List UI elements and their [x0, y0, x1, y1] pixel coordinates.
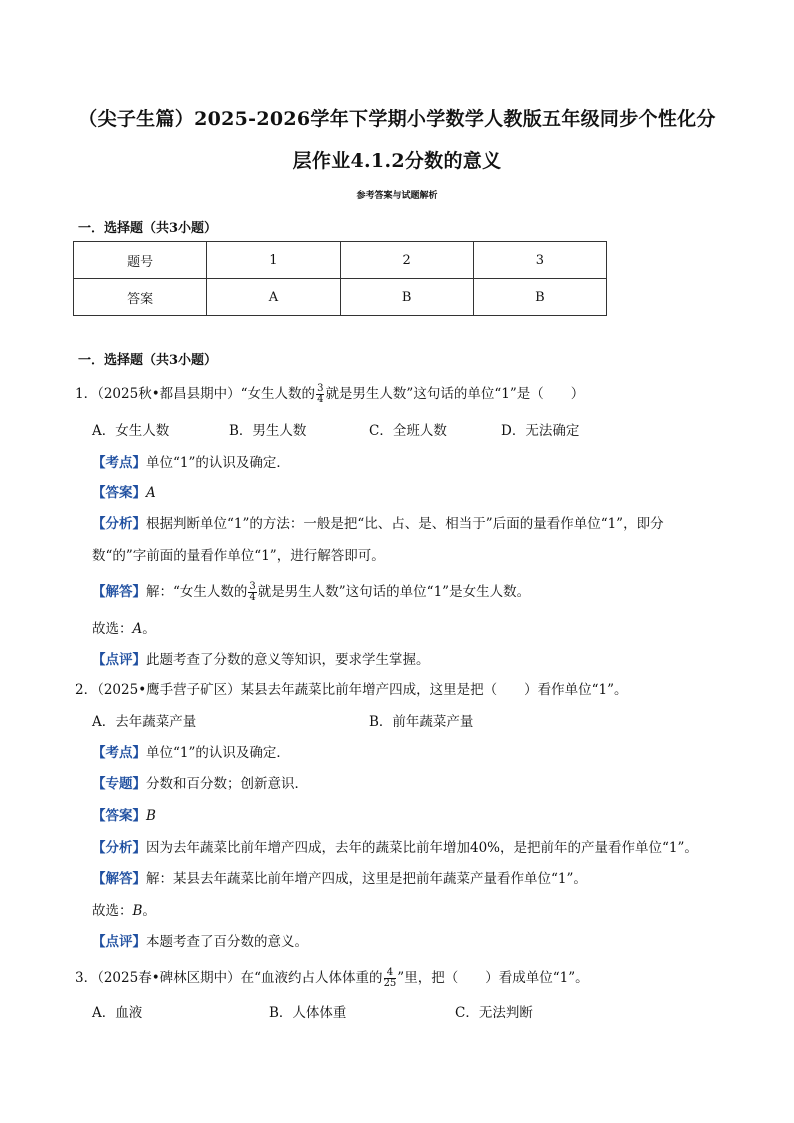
- zhuanti-tag: 【专题】: [92, 776, 146, 792]
- option-b: B．人体体重: [269, 1005, 347, 1021]
- document-title-line1: （尖子生篇）2025-2026学年下学期小学数学人教版五年级同步个性化分: [78, 108, 716, 130]
- kaodian-text: 单位“1”的认识及确定．: [146, 745, 290, 761]
- question-1-stem-a: 1．（2025秋•都昌县期中）“女生人数的: [75, 386, 316, 402]
- fraction: [248, 582, 256, 603]
- jieda-text-a: 解：“女生人数的: [146, 584, 248, 600]
- jieda-tag: 【解答】: [92, 584, 146, 600]
- table-row: [74, 279, 607, 316]
- table-cell: 3: [473, 242, 606, 279]
- table-cell: B: [473, 279, 606, 316]
- table-row: [74, 242, 607, 279]
- fenxi-text: 根据判断单位“1”的方法：一般是把“比、占、是、相当于”后面的量看作单位“1”，即分: [146, 516, 664, 532]
- fraction-denominator: 4: [249, 592, 256, 603]
- option-a: A．女生人数: [92, 423, 170, 439]
- jieda-text: 解：某县去年蔬菜比前年增产四成，这里是把前年蔬菜产量看作单位“1”。: [146, 871, 587, 887]
- answer-tag: 【答案】: [92, 485, 146, 501]
- guxuan-value: A: [132, 621, 143, 637]
- table-cell: A: [207, 279, 340, 316]
- kaodian-text: 单位“1”的认识及确定．: [146, 455, 290, 471]
- fenxi-text: 因为去年蔬菜比前年增产四成，去年的蔬菜比前年增加40%，是把前年的产量看作单位“1”。: [146, 840, 698, 856]
- table-cell: 1: [207, 242, 340, 279]
- table-cell: 2: [340, 242, 473, 279]
- option-a: A．血液: [92, 1005, 143, 1021]
- question-3-stem-b: ”里，把（ ）看成单位“1”。: [397, 970, 589, 986]
- fraction-numerator: 4: [384, 968, 397, 979]
- q1-fenxi: [92, 514, 664, 534]
- q1-jieda: [92, 582, 530, 603]
- guxuan-end: 。: [142, 903, 156, 919]
- q1-answer: [92, 483, 156, 503]
- zhuanti-text: 分数和百分数；创新意识．: [146, 776, 308, 792]
- option-a: A．去年蔬菜产量: [92, 714, 197, 730]
- document-subtitle: 参考答案与试题解析: [356, 191, 438, 201]
- fraction-denominator: 25: [383, 978, 397, 989]
- question-3-stem-a: 3．（2025春•碑林区期中）在“血液约占人体体重的: [75, 970, 383, 986]
- question-2-stem: 2．（2025•鹰手营子矿区）某县去年蔬菜比前年增产四成，这里是把（ ）看作单位“1”。: [75, 682, 628, 698]
- dianping-tag: 【点评】: [92, 652, 146, 668]
- q1-kaodian: [92, 453, 290, 473]
- q2-fenxi: [92, 838, 698, 858]
- q2-dianping: [92, 932, 308, 952]
- fraction-numerator: 3: [249, 581, 256, 592]
- guxuan-label: 故选：: [92, 621, 133, 637]
- question-3-stem: [75, 968, 589, 989]
- answer-value: B: [146, 808, 156, 824]
- q1-fenxi-cont: 数“的”字前面的量看作单位“1”，进行解答即可。: [92, 548, 385, 564]
- question-1-stem-b: 就是男生人数”这句话的单位“1”是（ ）: [325, 386, 585, 402]
- question-1-stem: [75, 384, 584, 405]
- fraction-numerator: 3: [317, 383, 324, 394]
- q2-zhuanti: [92, 774, 308, 794]
- kaodian-tag: 【考点】: [92, 455, 146, 471]
- option-b: B．前年蔬菜产量: [369, 714, 474, 730]
- kaodian-tag: 【考点】: [92, 745, 146, 761]
- option-c: C．无法判断: [455, 1005, 533, 1021]
- fenxi-tag: 【分析】: [92, 516, 146, 532]
- fraction: [384, 968, 397, 989]
- option-b: B．男生人数: [229, 423, 307, 439]
- dianping-tag: 【点评】: [92, 934, 146, 950]
- q2-guxuan: [92, 901, 156, 921]
- fraction-denominator: 4: [317, 394, 324, 405]
- guxuan-end: 。: [142, 621, 156, 637]
- document-title-line2: 层作业4.1.2分数的意义: [292, 150, 502, 172]
- q2-kaodian: [92, 743, 290, 763]
- guxuan-label: 故选：: [92, 903, 133, 919]
- answer-table: [73, 241, 607, 316]
- option-c: C．全班人数: [369, 423, 447, 439]
- jieda-text-b: 就是男生人数”这句话的单位“1”是女生人数。: [257, 584, 531, 600]
- table-cell: B: [340, 279, 473, 316]
- q2-answer: [92, 806, 156, 826]
- fraction: [316, 384, 324, 405]
- fenxi-tag: 【分析】: [92, 840, 146, 856]
- dianping-text: 本题考查了百分数的意义。: [146, 934, 308, 950]
- table-cell: 答案: [74, 279, 207, 316]
- q1-dianping: [92, 650, 430, 670]
- section-heading: 一．选择题（共3小题）: [78, 353, 218, 368]
- q1-guxuan: [92, 619, 156, 639]
- guxuan-value: B: [132, 903, 143, 919]
- dianping-text: 此题考查了分数的意义等知识，要求学生掌握。: [146, 652, 430, 668]
- option-d: D．无法确定: [501, 423, 580, 439]
- q2-jieda: [92, 869, 587, 889]
- table-cell: 题号: [74, 242, 207, 279]
- jieda-tag: 【解答】: [92, 871, 146, 887]
- answer-tag: 【答案】: [92, 808, 146, 824]
- section-heading: 一．选择题（共3小题）: [78, 221, 218, 236]
- answer-value: A: [146, 485, 156, 501]
